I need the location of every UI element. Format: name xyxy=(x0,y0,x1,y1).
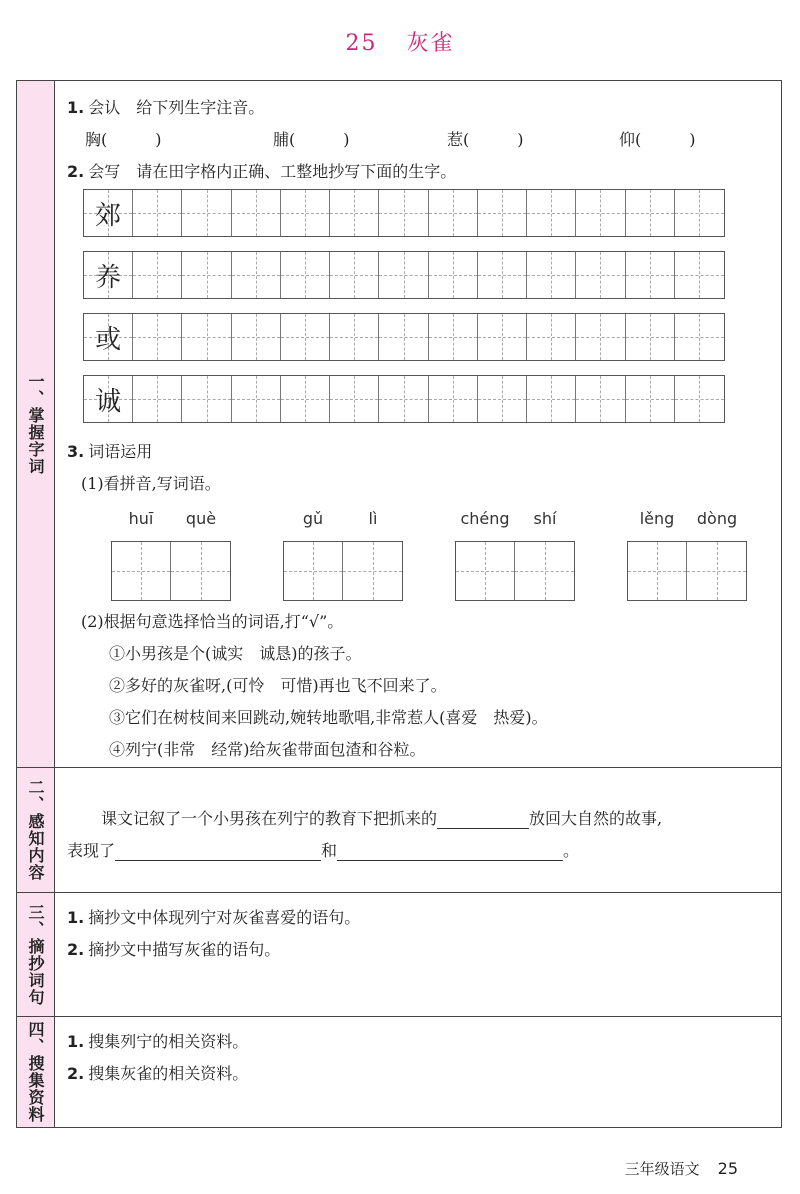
writing-cell[interactable] xyxy=(429,314,478,360)
choice-sentence[interactable]: ③它们在树枝间来回跳动,婉转地歌唱,非常惹人(喜爱 热爱)。 xyxy=(109,708,548,727)
writing-cell[interactable] xyxy=(232,190,281,236)
writing-cell[interactable] xyxy=(478,190,527,236)
worksheet-frame xyxy=(16,80,782,1128)
writing-grid-row[interactable] xyxy=(83,313,725,361)
writing-cell[interactable] xyxy=(330,314,379,360)
model-char-cell xyxy=(84,190,133,236)
blank-field[interactable] xyxy=(337,842,563,861)
writing-cell[interactable] xyxy=(330,376,379,422)
page-title xyxy=(0,26,800,57)
writing-cell[interactable] xyxy=(133,252,182,298)
section-3-content xyxy=(55,893,781,1016)
writing-cell[interactable] xyxy=(626,376,675,422)
blank-field[interactable] xyxy=(115,842,321,861)
fill-sentence-2: 表现了 和 。 xyxy=(67,841,580,860)
writing-cell[interactable] xyxy=(182,190,231,236)
writing-cell[interactable] xyxy=(576,314,625,360)
writing-cell[interactable] xyxy=(232,314,281,360)
writing-cell[interactable] xyxy=(675,314,724,360)
model-char-cell xyxy=(84,376,133,422)
fill-sentence-1: 课文记叙了一个小男孩在列宁的教育下把抓来的 放回大自然的故事, xyxy=(101,809,663,828)
excerpt-task: 2. 摘抄文中描写灰雀的语句。 xyxy=(67,940,281,959)
writing-cell[interactable] xyxy=(576,376,625,422)
section-research xyxy=(17,1017,781,1127)
page-number: 25 xyxy=(717,1159,738,1178)
writing-cell[interactable] xyxy=(527,252,576,298)
choice-sentence[interactable]: ②多好的灰雀呀,(可怜 可惜)再也飞不回来了。 xyxy=(109,676,447,695)
section-label-1: 一、掌握字词 xyxy=(17,81,55,767)
section-excerpt xyxy=(17,893,781,1017)
section-content-understanding xyxy=(17,768,781,893)
model-char-cell xyxy=(84,314,133,360)
blank-field[interactable] xyxy=(437,810,529,829)
writing-grid-row[interactable] xyxy=(83,251,725,299)
writing-cell[interactable] xyxy=(626,252,675,298)
lesson-number: 25 xyxy=(345,31,378,56)
pinyin-answer-box[interactable] xyxy=(627,541,747,601)
writing-cell[interactable] xyxy=(626,314,675,360)
writing-cell[interactable] xyxy=(675,190,724,236)
writing-cell[interactable] xyxy=(133,190,182,236)
pinyin-answer-box[interactable] xyxy=(283,541,403,601)
section-master-words xyxy=(17,81,781,768)
writing-cell[interactable] xyxy=(232,252,281,298)
writing-cell[interactable] xyxy=(330,252,379,298)
pinyin-syllable: huī xyxy=(128,509,154,528)
writing-cell[interactable] xyxy=(429,376,478,422)
writing-cell[interactable] xyxy=(182,252,231,298)
choice-sentence[interactable]: ④列宁(非常 经常)给灰雀带面包渣和谷粒。 xyxy=(109,740,426,759)
writing-cell[interactable] xyxy=(182,376,231,422)
model-character: 或 xyxy=(95,324,122,355)
pinyin-syllable: lì xyxy=(368,509,378,528)
writing-grid-row[interactable] xyxy=(83,375,725,423)
writing-cell[interactable] xyxy=(379,190,428,236)
writing-cell[interactable] xyxy=(281,314,330,360)
footer-label: 三年级语文 xyxy=(624,1160,700,1178)
q2-heading: 2. 会写 请在田字格内正确、工整地抄写下面的生字。 xyxy=(67,162,457,181)
writing-cell[interactable] xyxy=(281,252,330,298)
writing-cell[interactable] xyxy=(330,190,379,236)
section-label-3: 三、摘抄词句 xyxy=(17,893,55,1016)
writing-cell[interactable] xyxy=(429,252,478,298)
page-footer xyxy=(625,1158,738,1179)
section-2-content xyxy=(55,768,781,892)
writing-cell[interactable] xyxy=(675,252,724,298)
research-task: 1. 搜集列宁的相关资料。 xyxy=(67,1032,249,1051)
pinyin-syllable: shí xyxy=(533,509,557,528)
writing-cell[interactable] xyxy=(182,314,231,360)
writing-cell[interactable] xyxy=(232,376,281,422)
writing-grid-row[interactable] xyxy=(83,189,725,237)
q1-item[interactable]: 胸( ) xyxy=(85,130,162,149)
research-task: 2. 搜集灰雀的相关资料。 xyxy=(67,1064,249,1083)
q1-item[interactable]: 仰( ) xyxy=(619,130,696,149)
pinyin-syllable: gǔ xyxy=(302,509,324,528)
writing-cell[interactable] xyxy=(133,376,182,422)
writing-cell[interactable] xyxy=(675,376,724,422)
section-label-4: 四、搜集资料 xyxy=(17,1017,55,1127)
writing-cell[interactable] xyxy=(527,190,576,236)
choice-sentence[interactable]: ①小男孩是个(诚实 诚恳)的孩子。 xyxy=(109,644,362,663)
model-character: 养 xyxy=(95,262,122,293)
pinyin-syllable: què xyxy=(185,509,217,528)
q3-sub1: (1)看拼音,写词语。 xyxy=(81,474,221,493)
writing-cell[interactable] xyxy=(576,190,625,236)
writing-cell[interactable] xyxy=(478,376,527,422)
writing-cell[interactable] xyxy=(133,314,182,360)
model-character: 郊 xyxy=(95,200,122,231)
pinyin-syllable: chéng xyxy=(460,509,510,528)
excerpt-task: 1. 摘抄文中体现列宁对灰雀喜爱的语句。 xyxy=(67,908,361,927)
section-1-content xyxy=(55,81,781,767)
q1-item[interactable]: 脯( ) xyxy=(273,130,350,149)
model-character: 诚 xyxy=(95,386,122,417)
writing-cell[interactable] xyxy=(379,252,428,298)
writing-cell[interactable] xyxy=(626,190,675,236)
writing-cell[interactable] xyxy=(429,190,478,236)
pinyin-syllable: lěng xyxy=(639,509,675,528)
writing-cell[interactable] xyxy=(576,252,625,298)
q3-heading: 3. 词语运用 xyxy=(67,442,153,461)
section-label-2: 二、感知内容 xyxy=(17,768,55,892)
writing-cell[interactable] xyxy=(379,376,428,422)
writing-cell[interactable] xyxy=(478,314,527,360)
writing-cell[interactable] xyxy=(527,314,576,360)
writing-cell[interactable] xyxy=(281,190,330,236)
q1-heading: 1. 会认 给下列生字注音。 xyxy=(67,98,265,117)
writing-cell[interactable] xyxy=(527,376,576,422)
pinyin-syllable: dòng xyxy=(696,509,738,528)
pinyin-answer-box[interactable] xyxy=(455,541,575,601)
pinyin-answer-box[interactable] xyxy=(111,541,231,601)
writing-cell[interactable] xyxy=(281,376,330,422)
q3-sub2: (2)根据句意选择恰当的词语,打“√”。 xyxy=(81,612,344,631)
writing-cell[interactable] xyxy=(478,252,527,298)
writing-cell[interactable] xyxy=(379,314,428,360)
model-char-cell xyxy=(84,252,133,298)
section-4-content xyxy=(55,1017,781,1127)
q1-item[interactable]: 惹( ) xyxy=(447,130,524,149)
lesson-title: 灰雀 xyxy=(406,31,455,56)
